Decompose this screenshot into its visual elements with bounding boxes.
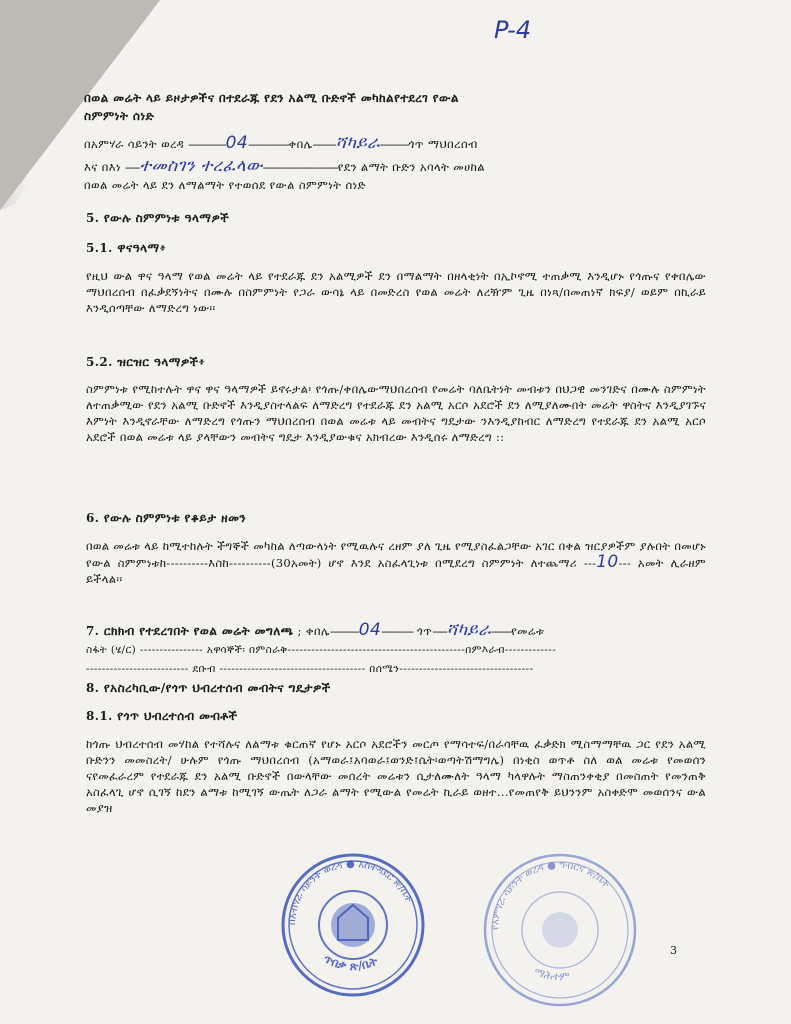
title-line-1: በወል መሬት ላይ ይዞታዎችና በተደራጁ የደን አልሚ ቡድኖች መካከልየተደረገ የውል	[84, 91, 459, 105]
left-official-stamp	[278, 850, 428, 1000]
section-6-body: በወል መሬቱ ላይ ከሚተከሉት ችግኞች መካከል ለጣውላነት የሚዉሉና ረዘም ያለ ጊዜ የሚያስፈልጋቸው አገር በቀል ዝርያዎችም ያሉበት በመሆኑ የውል ስምምነቱከ----------እስከ----------(30አመት) ሆኖ እንደ አስፈላጊነቱ በሚደረግ ስምምነት ለተጨማሪ	[86, 539, 706, 570]
years-fill: 10	[596, 552, 619, 572]
section-5-1-heading: 5.1. ዋናዓላማ፥	[86, 241, 167, 255]
title-line-2: ስምምነት ሰነድ	[84, 109, 155, 123]
section-8-heading: 8. የአስረካቢው/የጎጥ ህብረተሰብ መብትና ግዴታዎች	[86, 681, 331, 695]
section-5-1-text: የዚህ ውል ዋና ዓላማ የወል መሬት ላይ የተደራጁ ደን አልሚዎች ደን በማልማት በዘላቂነት በኢኮኖሚ ተጠቃሚ እንዲሆኑ የጎጡና የቀበሌው ማህበረሰብ በፈቃደኝነትና በሙሉ በስምምነት የጋራ ውሳኔ ላይ በመድረስ የወል መሬት ለረዥም ጊዜ በነጻ/በመጠነኛ ክፍያ/ ወይም በኪራይ እንዲሰጣቸው ለማድረግ ነው፡፡	[86, 269, 706, 315]
party-line-3: በወል መሬት ላይ ደን ለማልማት የተወሰደ የውል ስምምነት ሰነድ	[84, 178, 366, 192]
section-7-kebele-fill: 04	[358, 620, 382, 640]
handwritten-page-annotation: P-4	[494, 16, 532, 44]
kebele-fill: ሻካይራ	[335, 133, 380, 153]
section-7-got-label: ጎጥ	[417, 624, 433, 638]
party-line-1: በአምሃራ ሳይንት ወረዳ -------------04--------------ቀበሌ--------ሻካይራ----------ጎጥ ማህበረሰብ	[84, 133, 478, 153]
section-7-land-label: የመሬቱ	[511, 624, 545, 638]
section-7-kebele-label: ; ቀበሌ	[297, 624, 330, 638]
section-7-heading: 7. ርክክብ የተደረገበት የወል መሬት መግለጫ	[86, 624, 294, 638]
woreda-fill: 04	[225, 133, 249, 153]
section-6-text: በወል መሬቱ ላይ ከሚተከሉት ችግኞች መካከል ለጣውላነት የሚዉሉና ረዘም ያለ ጊዜ የሚያስፈልጋቸው አገር በቀል ዝርያዎችም ያሉበት በመሆኑ የውል ስምምነቱከ----------እስከ----------(30አመት) ሆኖ እንደ አስፈላጊነቱ በሚደረግ ስምምነት ለተጨማሪ ---10--- አመት ሊራዘም ይችላል፡፡	[86, 539, 706, 586]
party-line-2-suffix: የደን ልማት ቡድን አባላት መሀከል	[337, 160, 485, 174]
party-line-1-suffix: ጎጥ ማህበረሰብ	[408, 137, 478, 151]
party-line-1-mid: ቀበሌ	[288, 137, 313, 151]
left-stamp-bottom-text: ጥበቃ ጽ/ቤት	[321, 951, 380, 974]
section-7-got-fill: ሻካይራ	[446, 620, 491, 640]
party-line-2: እና በእነ -----ተመስገን ተረፈላው--------------------------የደን ልማት ቡድን አባላት መሀከል	[84, 156, 485, 176]
section-6-heading: 6. የውሉ ስምምነቱ የቆይታ ዘመን	[86, 511, 247, 525]
section-5-2-heading: 5.2. ዝርዝር ዓላማዎች፥	[86, 355, 206, 369]
party-line-2-prefix: እና በእነ	[84, 160, 121, 174]
right-stamp-text: የአምሃራ ሳይንት ወረዳ ● ግብርና ጽ/ቤት	[489, 859, 612, 931]
left-stamp-text: በአብሃራ ሳይንት ወረዳ ● አስተዳደር ጽ/ቤት	[286, 858, 414, 926]
section-7-line-3: -------------------------- ደቡብ ------------------------------------- በሰሜን----------------------------------	[86, 663, 534, 675]
section-5-heading: 5. የውሉ ስምምነቱ ዓላማዎች	[86, 211, 230, 225]
section-7-line-2: ስፋት (ሄ/ር) ---------------- አዋሳኞች፡ በምስራቅ---------------------------------------------በምእራብ-------------	[86, 644, 557, 656]
party-line-1-prefix: በአምሃራ ሳይንት ወረዳ	[84, 137, 185, 151]
party-names-fill: ተመስገን ተረፈላው	[139, 156, 263, 176]
right-official-stamp	[480, 850, 640, 1010]
right-stamp-bottom-text: ማሕተም	[532, 965, 571, 984]
section-5-2-text: ስምምነቱ የሚከተሉት ዋና ዋና ዓላማዎች ይኖሩታል፡ የጎጡ/ቀበሌውማህበረሰብ የመሬት ባለቤትነት መብቱን በህጋዊ መንገድና በሙሉ ስምምነት ለተጠቃሚው የደን አልሚ ቡድኖች እንዲያስተላልፍ ለማድረግ የተደራጁ ደን አልሚ አርሶ አደሮች ደን ለሚያለሙበት መሬት ዋስትና እንዲያገኙና እምነት እንዲኖራቸው ለማድረግ የጎጡን ማህበረሰብ በወል መሬቱ ላይ መብትና ግዴታው ንእንዲያከብር ለማድረግ የተደራጁ ደን አልሚ አርሶ አደሮች በወል መሬቱ ላይ ያላቸውን መብትና ግዴታ እንዲያውቁና አክብረው እንዲሰሩ ለማድረግ ::	[86, 382, 706, 444]
section-8-1-text: ከጎጡ ህብረተሰብ መሃከል የተሻሉና ለልማቱ ቁርጠኛ የሆኑ አርሶ አደሮችን መርጦ የማሳተፍ/በራሳቸዉ ፈቃድክ ሚስማማቸዉ ጋር የደን አልሚ ቡድንን መመስረት/ ሁሉም የጎጡ ማህበረሰብ (አማወራ፤አባወራ፤ወንድ፤ሴት፡ወጣትሽማግሌ) በነቂስ ወጥቶ ስለ ወል መሬቱ የመወሰን ናየመፈራረም የተደራጁ ደን አልሚ ቡድኖች በውላቸው መሰረት መሬቱን ሲታለሙለት ዓላማ ካላዋሉት ማስጠንቀቂያ በመስጠት የመንጠቅ አስፈላጊ ሆኖ ሲገኝ ከደን ልማቱ ከሚገኝ ውጤት ለጋራ ልማት የሚውል የመሬት ኪራይ ወዘተ...የመጠየቅ ይህንንም አስቀድሞ መወሰንና ውል መያዝ	[86, 737, 706, 815]
section-6-tail: አመት ሊራዘም ይችላል፡፡	[86, 556, 706, 586]
page-number: 3	[670, 944, 677, 957]
section-8-1-heading: 8.1. የጎጥ ህብረተሰብ መብቶች	[86, 709, 238, 723]
section-7-line-1: 7. ርክክብ የተደረገበት የወል መሬት መግለጫ ; ቀበሌ----------04----------- ጎጥ-----ሻካይራ-------የመሬቱ	[86, 620, 545, 640]
